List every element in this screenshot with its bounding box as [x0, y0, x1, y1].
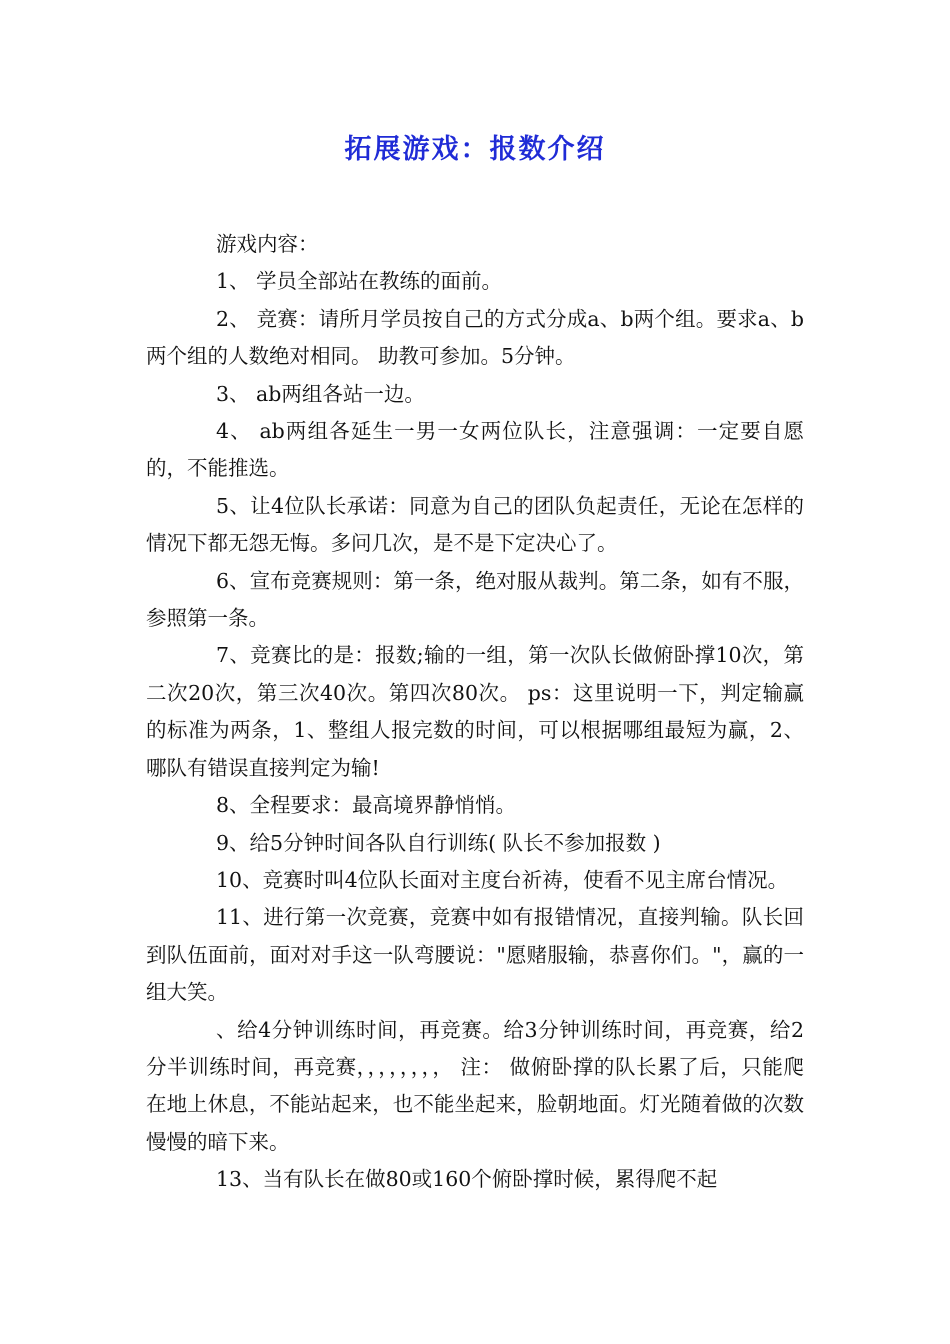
paragraph-13: 13、当有队长在做80或160个俯卧撑时候，累得爬不起 [216, 1167, 718, 1192]
paragraph-10: 10、竞赛时叫4位队长面对主度台祈祷，使看不见主席台情况。 [216, 867, 789, 892]
paragraph-9: 9、给5分钟时间各队自行训练( 队长不参加报数 ) [216, 830, 661, 855]
paragraph-3: 3、 ab两组各站一边。 [216, 381, 425, 406]
paragraph-5: 5、让4位队长承诺：同意为自己的团队负起责任，无论在怎样的情况下都无怨无悔。多问几次，是不是下定决心了。 [146, 493, 804, 556]
paragraph-8: 8、全程要求：最高境界静悄悄。 [216, 793, 517, 818]
paragraph-4: 4、 ab两组各延生一男一女两位队长，注意强调：一定要自愿的，不能推选。 [146, 419, 804, 481]
document-body [146, 226, 804, 1199]
page-title: 拓展游戏：报数介绍 [344, 134, 606, 165]
paragraph-6: 6、宣布竞赛规则：第一条，绝对服从裁判。第二条，如有不服，参照第一条。 [146, 568, 804, 631]
paragraph-7: 7、竞赛比的是：报数;输的一组，第一次队长做俯卧撑10次，第二次20次，第三次40次。第四次80次。 ps：这里说明一下，判定输赢的标准为两条，1、整组人报完数的时间，可以根据哪组最短为赢，2、哪队有错误直接判定为输! [146, 643, 804, 780]
paragraph-intro: 游戏内容： [216, 232, 319, 256]
paragraph-1: 1、 学员全部站在教练的面前。 [216, 269, 503, 294]
paragraph-12: 、给4分钟训练时间，再竞赛。给3分钟训练时间，再竞赛，给2分半训练时间，再竞赛，，，，，，，， 注： 做俯卧撑的队长累了后，只能爬在地上休息，不能站起来，也不能坐起来，脸朝地面。灯光随着做的次数慢慢的暗下来。 [146, 1017, 804, 1154]
paragraph-11: 11、进行第一次竞赛，竞赛中如有报错情况，直接判输。队长回到队伍面前，面对对手这一队弯腰说："愿赌服输，恭喜你们。"，赢的一组大笑。 [146, 905, 804, 1005]
paragraph-2: 2、 竞赛：请所月学员按自己的方式分成a、b两个组。要求a、b两个组的人数绝对相同。 助教可参加。5分钟。 [146, 306, 804, 369]
